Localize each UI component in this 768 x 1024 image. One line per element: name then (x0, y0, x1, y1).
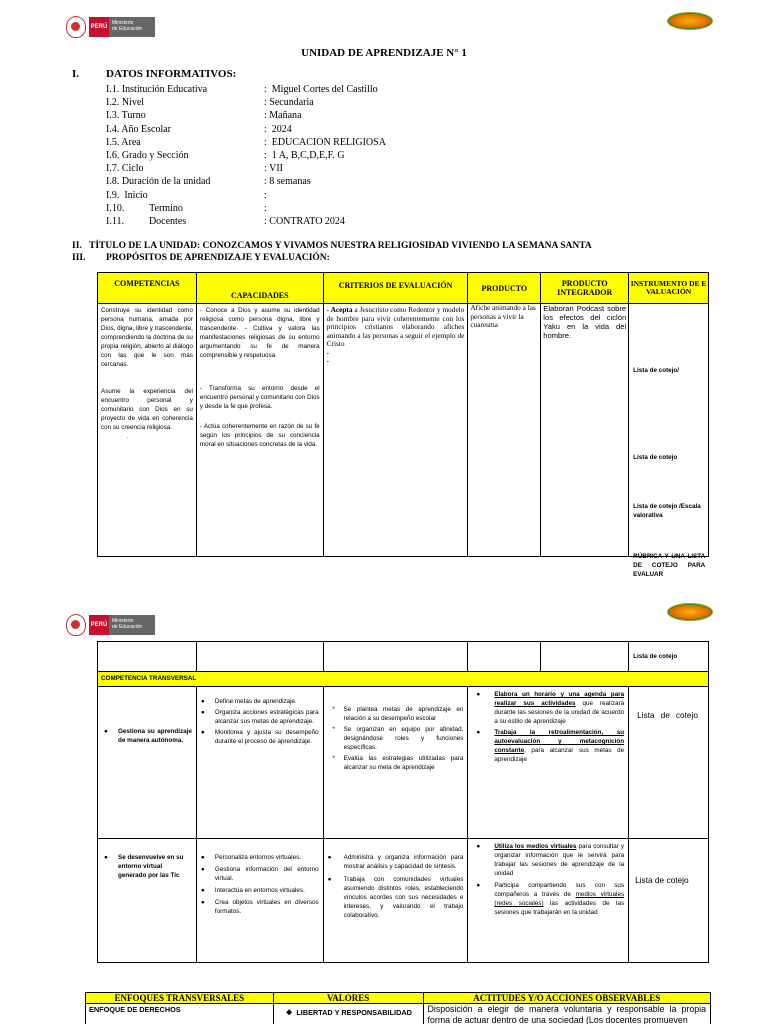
valor-cell (273, 1004, 423, 1024)
actitud-text: Disposición a elegir de manera voluntaria y responsable la propia forma de actuar dentro de una sociedad (Los docentes promueven (427, 1004, 706, 1024)
datos-value: : 8 semanas (264, 176, 311, 188)
empty-cell (541, 642, 629, 672)
page-title: UNIDAD DE APRENDIZAJE N° 1 (301, 47, 467, 59)
col-header-instrumento: INSTRUMENTO DE EVALUACIÓN (629, 273, 709, 304)
r1-instrumento: Lista de cotejo (637, 710, 698, 720)
section-2-heading: II. TÍTULO DE LA UNIDAD: CONOZCAMOS Y VIVAMOS NUESTRA RELIGIOSIDAD VIVIENDO LA SEMANA SANTA (72, 241, 592, 251)
empty-cell (468, 642, 541, 672)
datos-value: : Secundaria (264, 97, 314, 109)
peru-seal-icon (66, 16, 86, 38)
ministry-logo (66, 14, 155, 40)
r1-cap: Organiza acciones estratégicas para alcanzar sus metas de aprendizaje. (214, 709, 319, 725)
datos-row (106, 136, 386, 149)
competencia-transversal-label: COMPETENCIA TRANSVERSAL (101, 675, 197, 682)
school-logo-icon (667, 603, 713, 621)
r1-crit: Se plantea metas de aprendizaje en relación a su desempeño escolar (343, 706, 464, 722)
enfoques-table (85, 992, 711, 1024)
valor-text: LIBERTAD Y RESPONSABILIDAD (296, 1008, 412, 1017)
r2-cap: Crea objetos virtuales en diversos formatos. (214, 899, 319, 915)
r2-cap: Personaliza entornos virtuales. (214, 854, 301, 861)
diamond-bullet-icon: ❖ (285, 1008, 293, 1017)
col-header-valores: VALORES (273, 993, 423, 1004)
r1-producto-2-highlight: Trabaja la retroalimentación, su autoevaluación y metacognición constante (494, 729, 625, 754)
datos-row (106, 96, 386, 109)
datos-row (106, 215, 386, 228)
r1-cap: Monitorea y ajusta su desempeño durante el proceso de aprendizaje. (214, 729, 319, 745)
r1-cap: Define metas de aprendizaje. (214, 698, 297, 705)
competencia-2-text: Asume la experiencia del encuentro personal y comunitario con Dios en su proyecto de vida en coherencia con su creencia religiosa. (101, 388, 193, 431)
col-header-actitudes: ACTITUDES Y/O ACCIONES OBSERVABLES (423, 993, 710, 1004)
ministry-label: Ministerio de Educación (109, 615, 155, 635)
col-header-producto-integrador: PRODUCTO INTEGRADOR (541, 273, 629, 304)
empty-cell (323, 642, 468, 672)
r1-criterios-cell: * Se plantea metas de aprendizaje en relación a su desempeño escolar * Se organizan en equipo por afinidad, designándose roles y funciones específicas. * Evalúa las estrategias utilizadas para alcanzar su meta de aprendizaje (323, 687, 468, 839)
col-header-competencias: COMPETENCIAS (98, 273, 197, 304)
r1-capacidades-cell: ● Define metas de aprendizaje. ● Organiza acciones estratégicas para alcanzar sus metas de aprendizaje. ● Monitorea y ajusta su desempeño durante el proceso de aprendizaje. (196, 687, 323, 839)
criterio-dash: - (326, 347, 330, 357)
datos-row (106, 189, 386, 202)
datos-key: I.6. Grado y Sección (106, 150, 189, 162)
r2-capacidades-cell: ● Personaliza entornos virtuales. ● Gestiona información del entorno virtual. ● Interactúa en entornos virtuales. ● Crea objetos virtuales en diversos formatos. (196, 839, 323, 963)
datos-row (106, 149, 386, 162)
instrumento-1: Lista de cotejo/ (633, 367, 680, 374)
datos-value: : 2024 (264, 123, 292, 135)
r1-crit: Evalúa las estrategias utilizadas para alcanzar su meta de aprendizaje (343, 755, 464, 771)
datos-key: I.9. Inicio (106, 189, 148, 201)
datos-row (106, 175, 386, 188)
competencia-dot: . (127, 433, 129, 440)
col-header-producto: PRODUCTO (468, 273, 541, 304)
section-3-heading: III. PROPÓSITOS DE APRENDIZAJE Y EVALUACIÓN: (72, 253, 330, 263)
datos-row (106, 202, 386, 215)
criterio-dash: - (326, 356, 330, 365)
r1-competencia-cell: ● Gestiona su aprendizaje de manera autónoma. (98, 687, 197, 839)
datos-value: : Miguel Cortes del Castillo (264, 84, 378, 95)
school-logo-icon (667, 12, 713, 30)
competencias-cell (98, 304, 197, 557)
datos-key: I.3. Turno (106, 110, 146, 122)
capacidad-3-text: - Actúa coherentemente en razón de su fe según los principios de su conciencia moral en situaciones concretas de la vida. (199, 423, 320, 448)
empty-cell (98, 642, 197, 672)
r2-producto-1-text: para consultar y organizar información que le servirá para trabajar las sesiones de aprendizaje de la unidad (494, 843, 625, 877)
enfoque-cell (86, 1004, 274, 1024)
instrumento-top-cell (629, 642, 709, 672)
r2-criterios-cell: ● Administra y organiza información para mostrar análisis y capacidad de síntesis. ● Trabaja con comunidades virtuales asumiendo distintos roles, estableciendo vínculos acordes con sus necesidades e intereses, y valorando el trabajo colaborativo. (323, 839, 468, 963)
enfoque-text: ENFOQUE DE DERECHOS (89, 1005, 181, 1014)
r1-producto-1-highlight: Elabora un horario y una agenda para realizar sus actividades (494, 691, 625, 707)
section-1-heading: I. DATOS INFORMATIVOS: (72, 68, 237, 80)
r2-producto-cell: ● Utiliza los medios virtuales para consultar y organizar información que le servirá para trabajar las sesiones de aprendizaje de la unidad ● Participa compartiendo sus con sus compañeros a través de medios virtuales (redes sociales) las actividades de las sesiones que trabajarán en la unidad (468, 839, 629, 963)
col-header-enfoques: ENFOQUES TRANSVERSALES (86, 993, 274, 1004)
r2-instrumento: Lista de cotejo (635, 875, 689, 885)
r2-producto-1-highlight: Utiliza los medios virtuales (494, 843, 577, 850)
datos-key: I.11. Docentes (106, 216, 187, 228)
r2-crit: Administra y organiza información para mostrar análisis y capacidad de síntesis. (343, 854, 464, 870)
actitud-cell (423, 1004, 710, 1024)
r2-cap: Interactúa en entornos virtuales. (214, 887, 305, 894)
producto-integrador-cell (541, 304, 629, 557)
datos-value: : VII (264, 163, 283, 175)
capacidad-1-text: - Conoce a Dios y asume su identidad religiosa como persona digna, libre y trascendente· - Cultiva y valora las manifestaciones religiosas de su entorno argumentando su fe de manera comprensible y respetuosa (199, 307, 320, 359)
datos-value: : (264, 202, 267, 214)
r2-producto-2-highlight: medios virtuales (redes sociales) (494, 891, 625, 907)
datos-value: : CONTRATO 2024 (264, 216, 345, 228)
datos-row (106, 109, 386, 122)
instrumento-top: Lista de cotejo (633, 653, 678, 660)
empty-cell (196, 642, 323, 672)
datos-informativos-list (106, 83, 386, 228)
datos-row (106, 83, 386, 96)
datos-key: I.7. Ciclo (106, 163, 144, 175)
capacidad-2-text: - Transforma su entorno desde el encuentro personal y comunitario con Dios y desde la fe que profesa. (199, 385, 320, 410)
r2-cap: Gestiona información del entorno virtual. (214, 866, 319, 882)
ministry-label: Ministerio de Educación (109, 17, 155, 37)
r1-producto-cell: ● Elabora un horario y una agenda para realizar sus actividades que realizará durante las sesiones de la unidad de acuerdo a su estilo de aprendizaje ● Trabaja la retroalimentación, su autoevaluación y metacognición constante, para alcanzar sus metas de aprendizaje (468, 687, 629, 839)
criterios-cell (323, 304, 468, 557)
capacidades-cell (196, 304, 323, 557)
datos-row (106, 162, 386, 175)
propositos-table (97, 272, 709, 578)
r2-competencia-cell: ● Se desenvuelve en su entorno virtual generado por las Tic (98, 839, 197, 963)
producto-integrador-text: Elaboran Podcast sobre los efectos del ciclón Yaku en la vida del hombre. (543, 304, 627, 340)
r1-crit: Se organizan en equipo por afinidad, designándose roles y funciones específicas. (343, 726, 464, 751)
r2-crit: Trabaja con comunidades virtuales asumiendo distintos roles, estableciendo vínculos acordes con sus necesidades e intereses, y valorando el trabajo colaborativo. (343, 876, 464, 919)
competencia-transversal-table (97, 641, 709, 963)
datos-value: : 1 A, B,C,D,E,F. G (264, 150, 345, 162)
r2-instrumento-cell (629, 839, 709, 963)
producto-text: Afiche animando a las personas a vivir la cuaresma (470, 303, 536, 329)
datos-value: : EDUCACION RELIGIOSA (264, 136, 386, 148)
col-header-capacidades: CAPACIDADES (196, 273, 323, 304)
peru-label: PERÚ (89, 17, 109, 37)
producto-cell (468, 304, 541, 557)
datos-value: : Mañana (264, 110, 302, 122)
criterio-text: - Acepta a Jesucristo como Redentor y modelo de hombre para vivir coherentemente con los principios cristianos elaborando afiches animando a las personas a seguir el ejemplo de Cristo (326, 305, 465, 348)
r1-instrumento-cell (629, 687, 709, 839)
r1-producto-1-text: que realizará durante las sesiones de la unidad de acuerdo a su estilo de aprendizaje (494, 700, 625, 725)
datos-value: : (264, 189, 267, 201)
r1-producto-2-text: , para alcanzar sus metas de aprendizaje (494, 747, 625, 763)
datos-key: I.2. Nivel (106, 97, 145, 109)
peru-label: PERÚ (89, 615, 109, 635)
instrumento-cell (629, 304, 709, 578)
competencia-transversal-bar (98, 672, 709, 687)
instrumento-2: Lista de cotejo (633, 454, 678, 461)
competencia-1-text: Construye su identidad como persona humana, amada por Dios, digna, libre y trascendente, comprendiendo la doctrina de su propia religión, abierto al diálogo con las que le son más cercanas. (101, 307, 193, 368)
datos-key: I.5. Area (106, 136, 141, 148)
r2-competencia-text: Se desenvuelve en su entorno virtual generado por las Tic (118, 854, 184, 879)
datos-key: I.4. Año Escolar (106, 123, 171, 135)
peru-seal-icon (66, 614, 86, 636)
datos-key: I.10. Termino (106, 202, 183, 214)
instrumento-3: Lista de cotejo /Escala valorativa (633, 503, 701, 519)
r1-competencia-text: Gestiona su aprendizaje de manera autónoma. (118, 728, 192, 744)
datos-key: I.1. Institución Educativa (106, 84, 208, 95)
r2-producto-2-text: Participa compartiendo sus con sus compañeros a través de (494, 882, 625, 898)
instrumento-4: RÚBRICA Y UNA LISTA DE COTEJO PARA EVALUAR (633, 553, 706, 578)
col-header-criterios: CRITERIOS DE EVALUACIÓN (323, 273, 468, 304)
datos-row (106, 123, 386, 136)
ministry-logo (66, 612, 155, 638)
datos-key: I.8. Duración de la unidad (106, 176, 211, 188)
r2-producto-2-text-end: las actividades de las sesiones que trabajarán en la unidad (494, 900, 625, 916)
